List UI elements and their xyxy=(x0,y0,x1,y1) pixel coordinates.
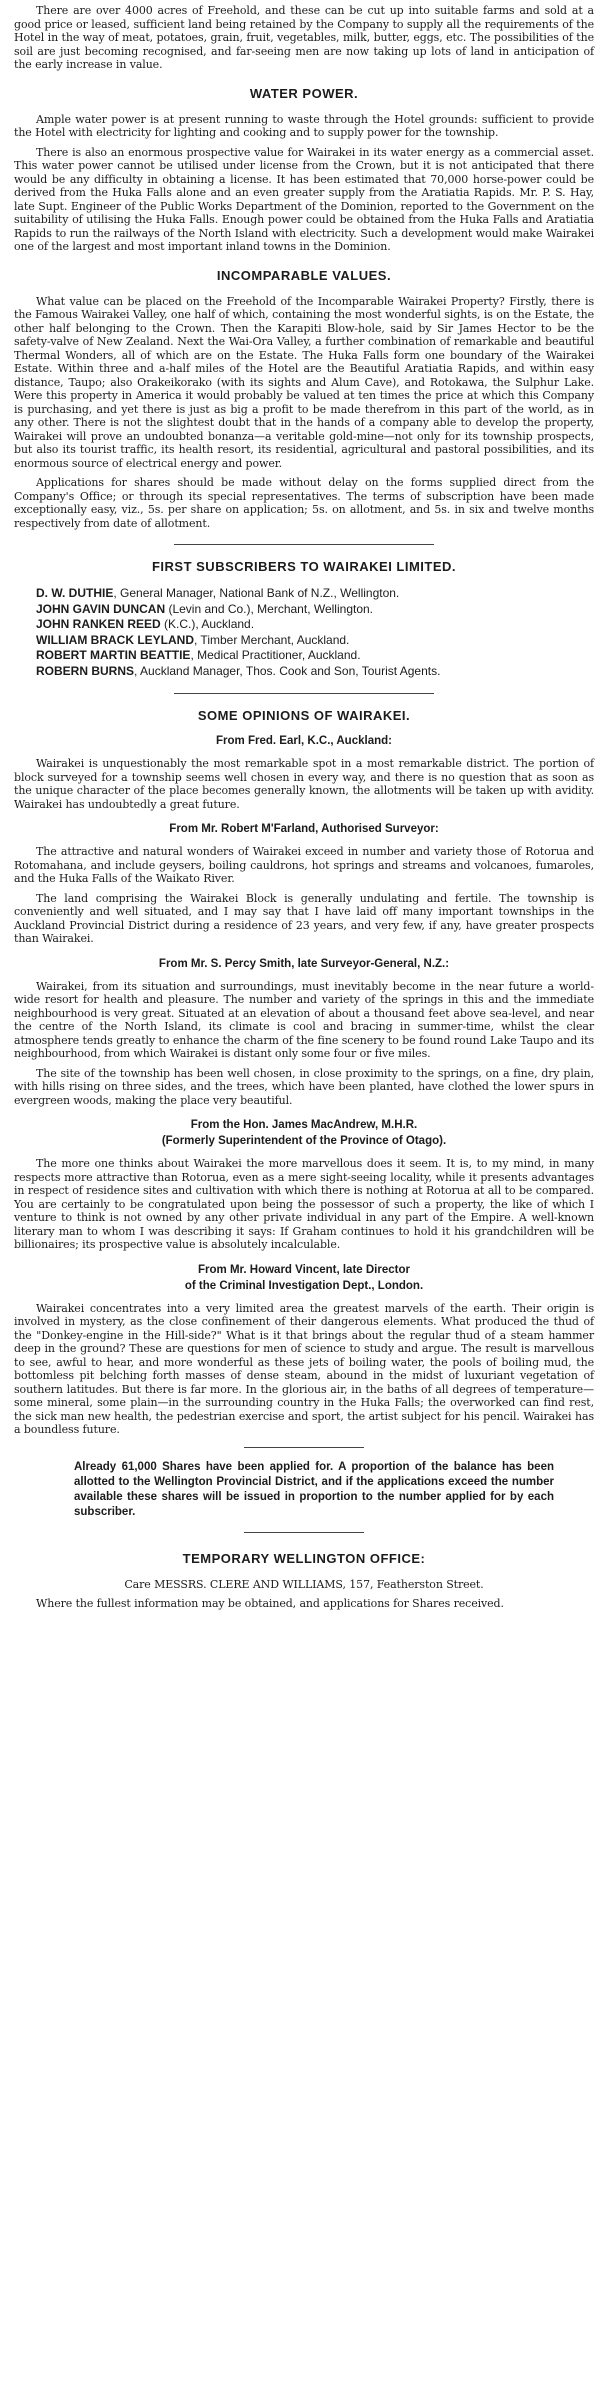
office-address: Care MESSRS. CLERE AND WILLIAMS, 157, Featherston Street. xyxy=(124,1577,484,1591)
macandrew-quote: The more one thinks about Wairakei the more marvellous does it seem. It is, to my mind, in many respects more attractive than Rotorua, even as a mere sight-seeing locality, while it presents advantages in respect of residence sites and cultivation with which there is nothing at Rotorua at all to be compared. You are certainly to be congratulated upon being the possessor of such a property, the like of which I venture to think is not owned by any other private individual in any part of the Empire. A well-known literary man to whom I was describing it says: If Graham continues to hold it his grandchildren will be billionaires; its prospective value is absolutely incalculable. xyxy=(14,1157,594,1251)
applications-paragraph: Applications for shares should be made without delay on the forms supplied direct from the Company's Office; or through its special representatives. The terms of subscription have been made exceptionally easy, viz., 5s. per share on application; 5s. on allotment, and 5s. in six and twelve months respectively from date of allotment. xyxy=(14,476,594,530)
office-info: Where the fullest information may be obtained, and applications for Shares received. xyxy=(36,1597,504,1610)
vincent-quote: Wairakei concentrates into a very limited area the greatest marvels of the earth. Their origin is involved in mystery, as the close confinement of their dangerous elements. What produced the thud of the "Donkey-engine in the Hill-side?" What is it that brings about the regular thud of a steam hammer deep in the ground? These are questions for men of science to study and argue. The result is marvellous to see, awful to hear, and more wonderful as these jets of boiling water, the pools of boiling mud, the bottomless pit belching forth masses of dense steam, abound in the midst of luxuriant vegetation of southern latitudes. But there is far more. In the glorious air, in the baths of all degrees of temperature—some mineral, some plain—in the surrounding country in the Huka Falls; the overworked can find rest, the sick man new health, the pedestrian exercise and sport, the artist subject for his pencil. Wairakei has a boundless future. xyxy=(14,1301,594,1436)
smith-quote: The site of the township has been well chosen, in close proximity to the springs, on a fine, dry plain, with hills rising on three sides, and the trees, which have been planted, have clothed the lower spurs in evergreen woods, making the place very beautiful. xyxy=(14,1066,594,1107)
vincent-subheading: of the Criminal Investigation Dept., London. xyxy=(184,1279,424,1292)
list-item xyxy=(36,586,594,602)
divider xyxy=(244,1447,364,1448)
subscriber-name: JOHN RANKEN REED xyxy=(36,617,161,631)
intro-paragraph: There are over 4000 acres of Freehold, and these can be cut up into suitable farms and sold at a good price or leased, sufficient land being retained by the Company to supply all the requirements of the Hotel in the way of meat, potatoes, grain, fruit, vegetables, milk, butter, eggs, etc. The possibilities of the soil are just becoming recognised, and far-seeing men are now taking up lots of land in anticipation of the early increase in value. xyxy=(14,4,594,71)
smith-heading: From Mr. S. Percy Smith, late Surveyor-General, N.Z.: xyxy=(158,957,450,970)
subscriber-name: ROBERN BURNS xyxy=(36,663,135,678)
divider xyxy=(174,544,434,545)
office-section xyxy=(14,1551,594,1611)
subscriber-name: JOHN GAVIN DUNCAN xyxy=(36,601,166,616)
shares-notice: Already 61,000 Shares have been applied for. A proportion of the balance has been allotted to the Wellington Provincial District, and if the applications exceed the number available these shares will be issued in proportion to the number applied for by each subscriber. xyxy=(74,1460,554,1518)
mcfarland-quote: The land comprising the Wairakei Block is generally undulating and fertile. The township is conveniently and well situated, and I may say that I have laid off many important townships in the Auckland Provincial District during a residence of 23 years, and very few, if any, have greater prospects than Wairakei. xyxy=(14,891,594,945)
smith-quote: Wairakei, from its situation and surroundings, must inevitably become in the near future a world-wide resort for health and pleasure. The number and variety of the springs in this and the immediate neighbourhood is very great. Situated at an elevation of about a thousand feet above sea-level, and near the centre of the North Island, its climate is cool and bracing in summer-time, whilst the clear atmosphere tends greatly to enhance the charm of the fine scenery to be found round Lake Taupo and its neighbourhood, from which Wairakei is distant only some four or five miles. xyxy=(14,979,594,1060)
subscriber-name: WILLIAM BRACK LEYLAND xyxy=(36,632,194,647)
list-item xyxy=(36,664,594,680)
incomparable-values-section xyxy=(14,268,594,531)
subscriber-name: D. W. DUTHIE xyxy=(36,586,114,600)
mcfarland-heading: From Mr. Robert M'Farland, Authorised Surveyor: xyxy=(169,823,439,835)
list-item xyxy=(36,602,594,618)
water-power-heading: WATER POWER. xyxy=(249,85,359,101)
subscriber-desc: (Levin and Co.), Merchant, Wellington. xyxy=(165,601,374,616)
office-heading: TEMPORARY WELLINGTON OFFICE: xyxy=(182,1550,426,1566)
list-item xyxy=(36,648,594,664)
water-power-paragraph: Ample water power is at present running to waste through the Hotel grounds: sufficient to provide the Hotel with electricity for lighting and cooking and to supply power for the township. xyxy=(14,112,594,139)
subscriber-desc: , General Manager, National Bank of N.Z., Wellington. xyxy=(113,586,400,600)
macandrew-subheading: (Formerly Superintendent of the Province of Otago). xyxy=(161,1135,447,1147)
opinions-heading: SOME OPINIONS OF WAIRAKEI. xyxy=(197,708,411,723)
water-power-paragraph: There is also an enormous prospective value for Wairakei in its water energy as a commercial asset. This water power cannot be utilised under license from the Crown, but it is not anticipated that there would be any difficulty in obtaining a license. It has been estimated that 70,000 horse-power could be derived from the Huka Falls alone and an even greater supply from the Aratiatia Rapids. Mr. P. S. Hay, late Supt. Engineer of the Public Works Department of the Dominion, reported to the Government on the suitability of utilising the Huka Falls. Enough power could be obtained from the Huka Falls and Aratiatia Rapids to run the railways of the North Island with electricity. Such a development would make Wairakei one of the largest and most important inland towns in the Dominion. xyxy=(14,145,594,253)
subscriber-desc: , Auckland Manager, Thos. Cook and Son, Tourist Agents. xyxy=(134,663,441,678)
subscriber-desc: , Medical Practitioner, Auckland. xyxy=(190,648,361,662)
mcfarland-quote: The attractive and natural wonders of Wairakei exceed in number and variety those of Rotorua and Rotomahana, and include geysers, boiling cauldrons, hot springs and streams and volcanoes, fumaroles, and the Huka Falls of the Waikato River. xyxy=(14,845,594,885)
list-item xyxy=(36,617,594,633)
opinions-section xyxy=(14,708,594,1437)
subscriber-desc: , Timber Merchant, Auckland. xyxy=(193,632,350,647)
earl-heading: From Fred. Earl, K.C., Auckland: xyxy=(216,735,392,747)
list-item xyxy=(36,633,594,649)
earl-quote: Wairakei is unquestionably the most remarkable spot in a most remarkable district. The portion of block surveyed for a township seems well chosen in every way, and there is no question that as soon as the unique character of the place becomes generally known, the allotments will be taken up with avidity. Wairakei has undoubtedly a great future. xyxy=(14,757,594,811)
vincent-heading: From Mr. Howard Vincent, late Director xyxy=(198,1263,410,1276)
subscriber-name: ROBERT MARTIN BEATTIE xyxy=(36,648,191,662)
subscribers-heading: FIRST SUBSCRIBERS TO WAIRAKEI LIMITED. xyxy=(151,559,457,574)
subscribers-list xyxy=(36,586,594,679)
subscribers-section xyxy=(14,559,594,679)
divider xyxy=(174,693,434,694)
water-power-section xyxy=(14,86,594,254)
divider xyxy=(244,1532,364,1533)
incomparable-values-heading: INCOMPARABLE VALUES. xyxy=(216,267,392,283)
subscriber-desc: (K.C.), Auckland. xyxy=(160,617,255,631)
macandrew-heading: From the Hon. James MacAndrew, M.H.R. xyxy=(190,1119,418,1131)
values-paragraph: What value can be placed on the Freehold of the Incomparable Wairakei Property? Firstly, there is the Famous Wairakei Valley, one half of which, containing the most wonderful sights, is on the Estate, the other half belonging to the Crown. Then the Karapiti Blow-hole, said by Sir James Hector to be the safety-valve of New Zealand. Next the Wai-Ora Valley, a further combination of remarkable and beautiful Thermal Wonders, all of which are on the Estate. The Huka Falls form one boundary of the Wairakei Estate. Within three and a-half miles of the Hotel are the Beautiful Aratiatia Rapids, and within easy distance, Taupo; also Orakeikorako (with its sights and Alum Cave), and Rotokawa, the Sulphur Lake. Were this property in America it would probably be valued at ten times the price at which this Company is purchasing, and yet there is just as big a profit to be made therefrom in this part of the world, as in any other. There is not the slightest doubt that in the hands of a company able to develop the property, Wairakei will prove an undoubted bonanza—a veritable gold-mine—not only for its township prospects, but also its tourist traffic, its health resort, its residential, agricultural and pastoral possibilities, and its enormous source of electrical energy and power. xyxy=(14,294,594,470)
